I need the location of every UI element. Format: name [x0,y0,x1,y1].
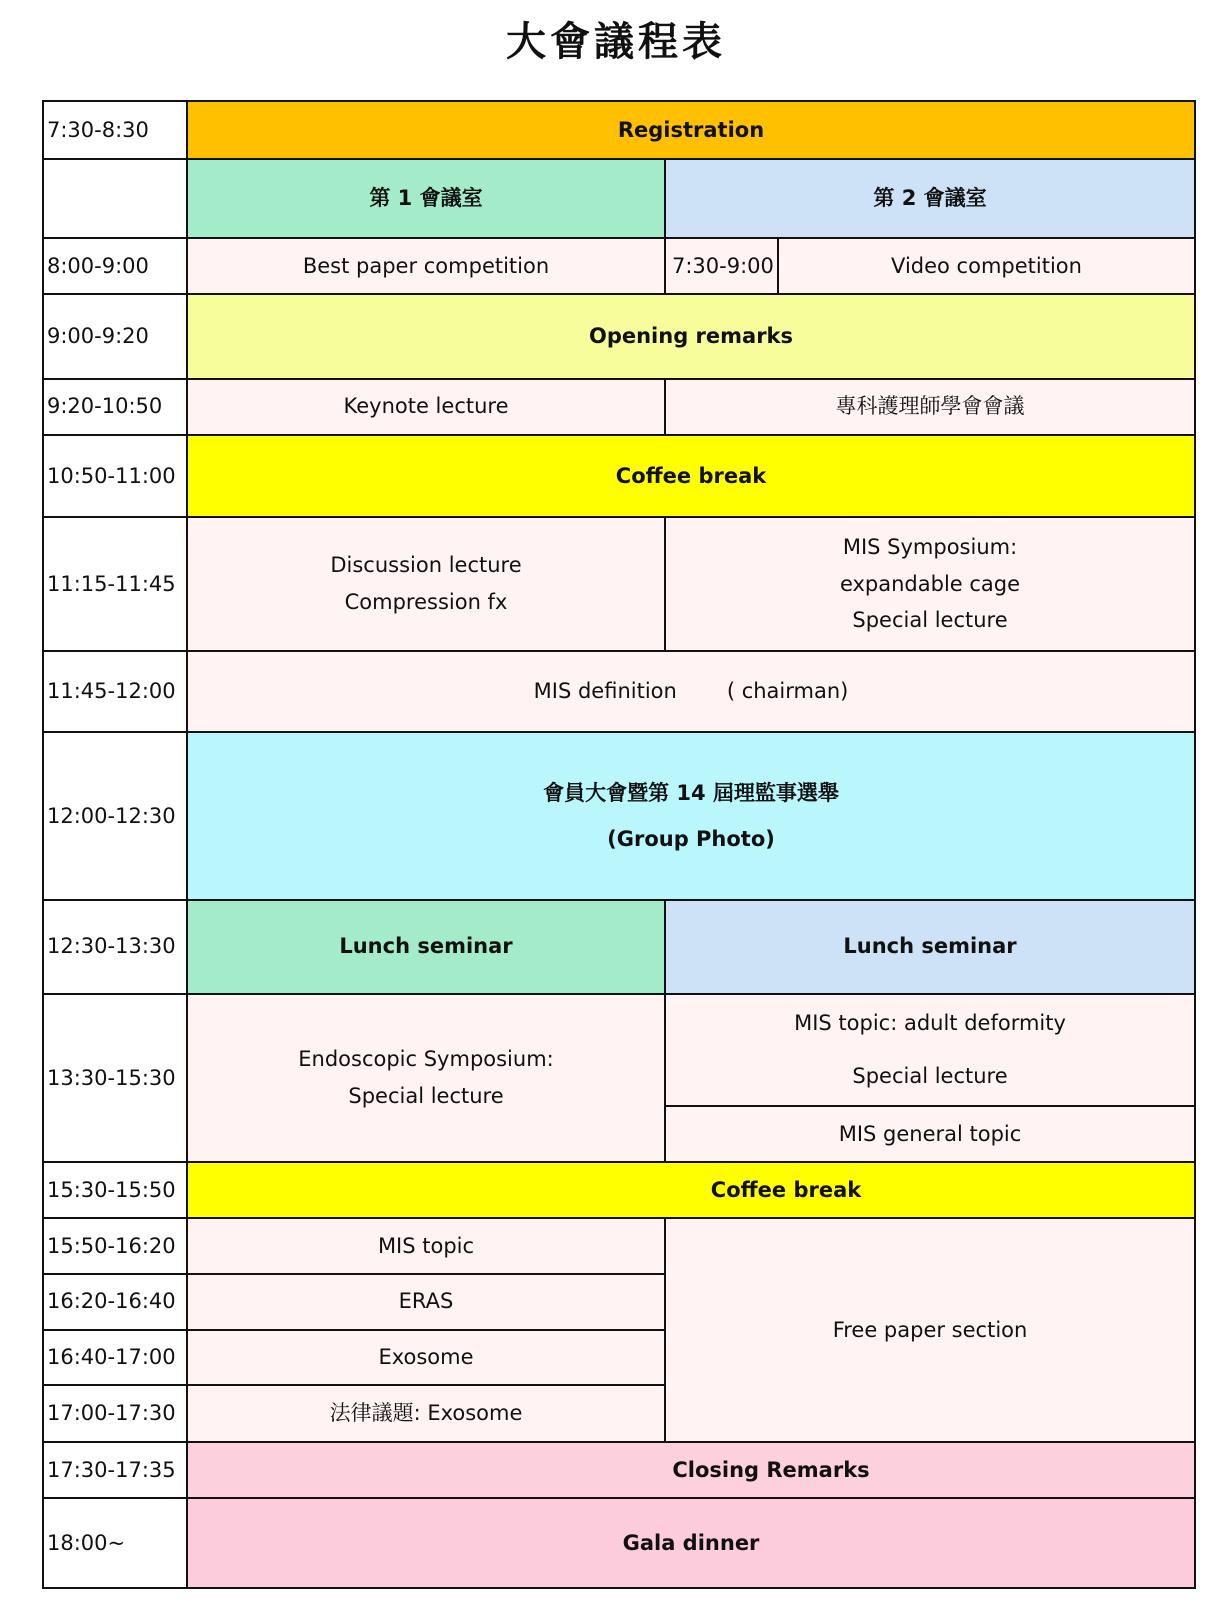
opening-cell: Opening remarks [187,294,1195,379]
time-cell: 7:30-8:30 [43,101,187,159]
time-cell: 9:00-9:20 [43,294,187,379]
time-cell: 17:00-17:30 [43,1385,187,1442]
free-paper-section: Free paper section [665,1218,1195,1442]
room2-time-cell: 7:30-9:00 [665,238,778,294]
coffee-break-cell: Coffee break [187,1162,1195,1218]
room2-session: MIS general topic [665,1106,1195,1162]
meeting-title: 會員大會暨第 14 屆理監事選舉 [543,780,839,805]
row-general-meeting [43,732,1195,899]
room1-lunch-seminar: Lunch seminar [187,900,665,994]
room1-session: 法律議題: Exosome [187,1385,665,1442]
session-line: Endoscopic Symposium: [298,1047,554,1072]
room1-session: Exosome [187,1330,665,1386]
room1-session: ERAS [187,1274,665,1330]
session-line: Discussion lecture [330,553,522,578]
room2-lunch-seminar: Lunch seminar [665,900,1195,994]
room1-header: 第 1 會議室 [187,159,665,239]
row-coffee-2 [43,1162,1195,1218]
agenda-table [42,100,1196,1589]
time-cell: 12:30-13:30 [43,900,187,994]
room2-header: 第 2 會議室 [665,159,1195,239]
time-cell: 15:30-15:50 [43,1162,187,1218]
time-cell: 12:00-12:30 [43,732,187,899]
time-cell: 9:20-10:50 [43,379,187,435]
page-title: 大會議程表 [506,19,726,65]
room2-session: Video competition [778,238,1195,294]
room2-session [665,994,1195,1107]
time-cell: 15:50-16:20 [43,1218,187,1274]
session-line: Compression fx [344,590,508,615]
time-cell: 10:50-11:00 [43,435,187,518]
time-cell [43,159,187,239]
room1-session: Best paper competition [187,238,665,294]
time-cell: 16:20-16:40 [43,1274,187,1330]
row-mis-topic [43,1218,1195,1274]
session-line: MIS topic: adult deformity [794,1010,1066,1035]
room2-session [665,517,1195,650]
session-label: MIS definition [533,679,677,704]
row-lunch [43,900,1195,994]
session-line: Special lecture [852,608,1008,633]
closing-remarks-cell: Closing Remarks [187,1442,1195,1498]
time-cell: 18:00~ [43,1498,187,1588]
row-competition [43,238,1195,294]
session-line: expandable cage [839,571,1021,596]
time-cell: 13:30-15:30 [43,994,187,1163]
room1-session: Keynote lecture [187,379,665,435]
gala-dinner-cell: Gala dinner [187,1498,1195,1588]
session-line: MIS Symposium: [842,534,1018,559]
row-afternoon-a [43,994,1195,1107]
row-coffee-1 [43,435,1195,518]
coffee-break-cell: Coffee break [187,435,1195,518]
session-line: Special lecture [852,1064,1008,1089]
session-note: ( chairman) [726,679,849,704]
session-line: Special lecture [348,1083,504,1108]
row-mis-definition [43,651,1195,733]
room1-session [187,517,665,650]
meeting-subtitle: (Group Photo) [607,826,775,851]
room2-session: 專科護理師學會會議 [665,379,1195,435]
row-registration [43,101,1195,159]
time-cell: 16:40-17:00 [43,1330,187,1386]
row-opening [43,294,1195,379]
row-rooms [43,159,1195,239]
row-gala [43,1498,1195,1588]
general-meeting-cell [187,732,1195,899]
room1-session: MIS topic [187,1218,665,1274]
row-symposium [43,517,1195,650]
time-cell: 11:15-11:45 [43,517,187,650]
time-cell: 11:45-12:00 [43,651,187,733]
row-keynote [43,379,1195,435]
time-cell: 8:00-9:00 [43,238,187,294]
row-closing [43,1442,1195,1498]
registration-cell: Registration [187,101,1195,159]
plenary-session [187,651,1195,733]
room1-session [187,994,665,1163]
time-cell: 17:30-17:35 [43,1442,187,1498]
